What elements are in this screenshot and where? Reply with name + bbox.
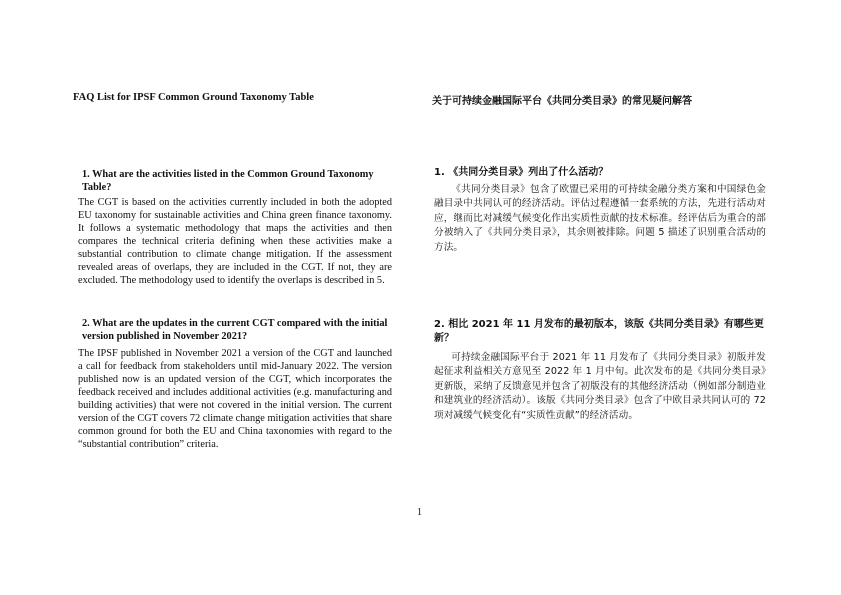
english-title: FAQ List for IPSF Common Ground Taxonomy Table [73,92,314,103]
chinese-title: 关于可持续金融国际平台《共同分类目录》的常见疑问解答 [432,96,692,107]
english-answer-2: The IPSF published in November 2021 a version of the CGT and launched a call for feedback from stakeholders until mid-January 2022. The version published now is an updated version of the CGT, which incorporates the feedback received and includes additional activities (e.g. manufacturing and building activities) that were not covered in the initial version. The current version of the CGT covers 72 climate change mitigation activities that share common ground for both the EU and China taxonomies with regard to the “substantial contribution” criteria. [78,348,392,450]
chinese-answer-2: 可持续金融国际平台于 2021 年 11 月发布了《共同分类目录》初版并发起征求利益相关方意见至 2022 年 1 月中旬。此次发布的是《共同分类目录》更新版，采纳了反馈意见并包含了初版没有的其他经济活动（例如部分制造业和建筑业的经济活动）。该版《共同分类目录》包含了中欧目录共同认可的 72 项对减缓气候变化有“实质性贡献”的经济活动。 [434,352,766,421]
chinese-question-2: 2. 相比 2021 年 11 月发布的最初版本，该版《共同分类目录》有哪些更新？ [434,319,764,344]
english-question-1: 1. What are the activities listed in the Common Ground Taxonomy Table? [82,169,374,193]
english-answer-1: The CGT is based on the activities currently included in both the adopted EU taxonomy for sustainable activities and China green finance taxonomy. It follows a systematic methodology that maps the activities and then compares the technical criteria defining when these activities make a substantial contribution to climate change mitigation. If the assessment revealed areas of overlaps, they are included in the CGT. If not, they are excluded. The methodology used to identify the overlaps is described in 5. [78,197,392,286]
english-question-2: 2. What are the updates in the current CGT compared with the initial version published in November 2021? [82,318,388,342]
chinese-answer-1: 《共同分类目录》包含了欧盟已采用的可持续金融分类方案和中国绿色金融目录中共同认可的经济活动。评估过程遵循一套系统的方法，先进行活动对应，继而比对减缓气候变化作出实质性贡献的技术标准。经评估后为重合的部分被纳入了《共同分类目录》，其余则被排除。问题 5 描述了识别重合活动的方法。 [434,184,766,253]
chinese-question-1: 1. 《共同分类目录》列出了什么活动？ [434,167,609,178]
page-number: 1 [417,507,422,518]
